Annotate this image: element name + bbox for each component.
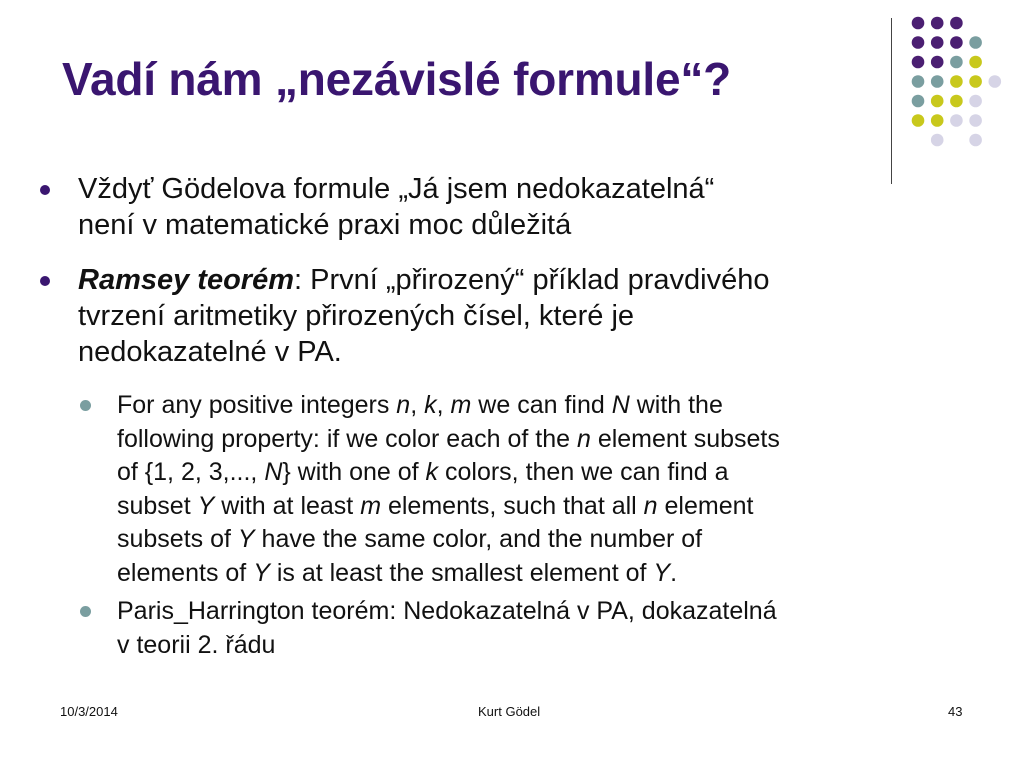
- decorative-dot: [912, 114, 925, 127]
- decorative-dot: [969, 134, 982, 147]
- bullet-godel-formula: [78, 171, 978, 243]
- decorative-dot: [950, 95, 963, 108]
- footer-date: 10/3/2014: [60, 704, 118, 719]
- decorative-dot: [931, 17, 944, 30]
- decorative-dot: [931, 36, 944, 49]
- footer-page-number: 43: [948, 704, 963, 719]
- bullet-text: : První „přirozený“ příklad pravdivého: [294, 264, 770, 296]
- decorative-dot: [912, 56, 925, 69]
- subbullet-icon: [80, 400, 91, 411]
- decorative-dot: [931, 75, 944, 88]
- decorative-dot: [912, 75, 925, 88]
- bullet-text-line: nedokazatelné v PA.: [78, 336, 342, 368]
- decorative-dot: [969, 114, 982, 127]
- subbullet-icon: [80, 606, 91, 617]
- bullet-text-line: v teorii 2. řádu: [117, 630, 276, 659]
- decorative-dot: [989, 75, 1002, 88]
- subbullet-ramsey-statement: For any positive integers n, k, m we can find N with the following property: if we color each of the n element subsets of {1, 2, 3,..., N} with one of k colors, then we can find a subset Y with at least m elements, such that all n element subsets of Y have the same color, and the number of elements of Y is at least the smallest element of Y.: [117, 389, 977, 590]
- decorative-dot: [912, 95, 925, 108]
- bullet-text-line: Vždyť Gödelova formule „Já jsem nedokazatelná“: [78, 173, 715, 205]
- decorative-dot: [931, 56, 944, 69]
- decorative-dot: [931, 95, 944, 108]
- bullet-ramsey-theorem: [78, 262, 978, 370]
- decorative-dot: [912, 36, 925, 49]
- decorative-dot: [950, 56, 963, 69]
- decorative-dot: [950, 17, 963, 30]
- footer-author: Kurt Gödel: [478, 704, 541, 719]
- bullet-text-line: Paris_Harrington teorém: Nedokazatelná v PA, dokazatelná: [117, 597, 777, 625]
- decorative-dot: [950, 36, 963, 49]
- bullet-icon: [40, 185, 50, 195]
- decorative-dot: [912, 17, 925, 30]
- decorative-dot: [969, 95, 982, 108]
- decorative-dot: [931, 114, 944, 127]
- ramsey-term: Ramsey teorém: [78, 264, 294, 296]
- subbullet-paris-harrington: [117, 595, 977, 662]
- decorative-dot: [931, 134, 944, 147]
- bullet-text-line: není v matematické praxi moc důležitá: [78, 209, 572, 241]
- slide-title: Vadí nám „nezávislé formule“?: [62, 53, 732, 105]
- decorative-dot: [969, 75, 982, 88]
- decorative-dot: [950, 75, 963, 88]
- bullet-icon: [40, 276, 50, 286]
- decorative-dot: [950, 114, 963, 127]
- decorative-dot: [969, 56, 982, 69]
- vertical-divider: [891, 18, 892, 184]
- decorative-dot: [969, 36, 982, 49]
- bullet-text-line: tvrzení aritmetiky přirozených čísel, které je: [78, 300, 635, 332]
